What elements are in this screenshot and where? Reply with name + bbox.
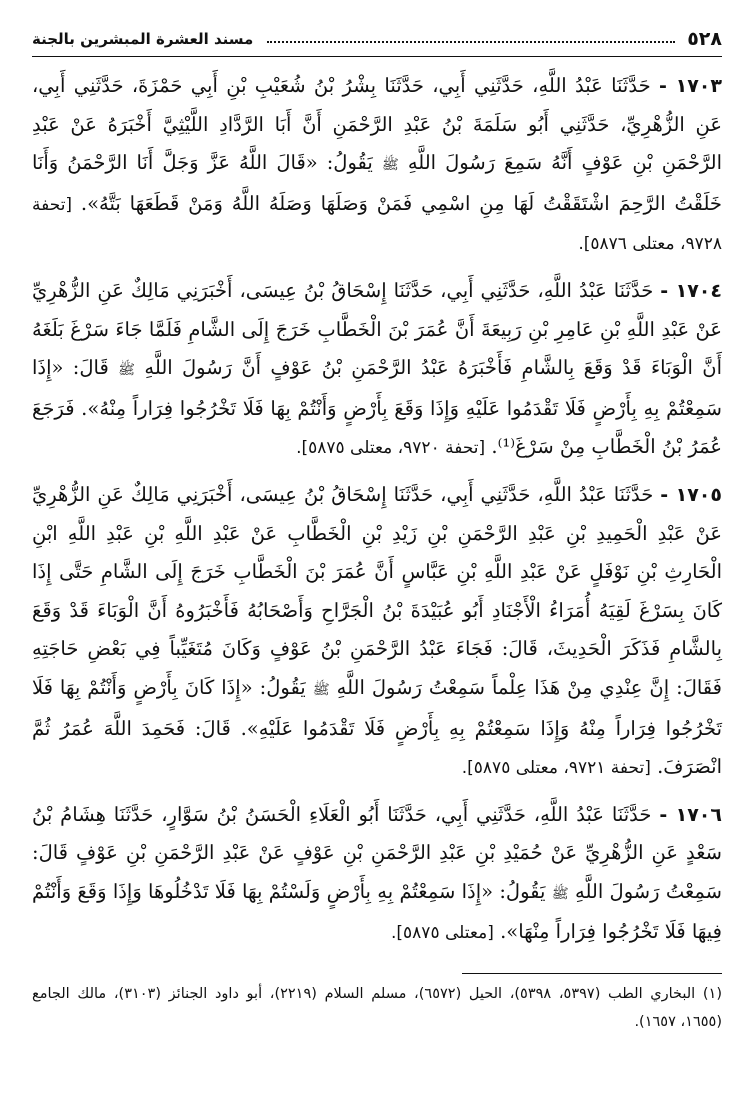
- hadith-text-continued: يَقُولُ: «إِذَا سَمِعْتُمْ بِهِ بِأَرْضٍ وَلَسْتُمْ بِهَا فَلَا تَدْخُلُوهَا وَإِذَا وَقَعَ وَأَنْتُمْ فِيهَا فَلَا تَخْرُجُوا فِرَاراً مِنْهَا».: [32, 879, 722, 944]
- hadith-number: ١٧٠٣ -: [658, 75, 722, 97]
- hadith-reference: [تحفة ٩٧٢١، معتلى ٥٨٧٥].: [461, 758, 651, 779]
- hadith-text: حَدَّثَنَا عَبْدُ اللَّهِ، حَدَّثَنِي أَبِي، حَدَّثَنَا بِشْرُ بْنُ شُعَيْبِ بْنِ أَبِي حَمْزَةَ، حَدَّثَنِي أَبِي، عَنِ الزُّهْرِيِّ، حَدَّثَنِي أَبُو سَلَمَةَ بْنُ عَبْدِ الرَّحْمَنِ أَنَّ أَبَا الرَّدَّادِ اللَّيْثِيَّ أَخْبَرَهُ عَنْ عَبْدِ الرَّحْمَنِ بْنِ عَوْفٍ أَنَّهُ سَمِعَ رَسُولَ اللَّهِ: [32, 74, 723, 175]
- hadith-1703: [32, 67, 722, 264]
- salawat-symbol: ﷺ: [118, 362, 136, 379]
- hadith-text: حَدَّثَنَا عَبْدُ اللَّهِ، حَدَّثَنِي أَبِي، حَدَّثَنَا إِسْحَاقُ بْنُ عِيسَى، أَخْبَرَنِي مَالِكٌ عَنِ الزُّهْرِيِّ عَنْ عَبْدِ الْحَمِيدِ بْنِ عَبْدِ الرَّحْمَنِ بْنِ زَيْدِ بْنِ الْخَطَّابِ عَنْ عَبْدِ اللَّهِ بْنِ عَبْدِ اللَّهِ ابْنِ الْحَارِثِ بْنِ نَوْفَلٍ عَنْ عَبْدِ اللَّهِ بْنِ عَبَّاسٍ أَنَّ عُمَرَ بْنَ الْخَطَّابِ خَرَجَ إِلَى الشَّامِ حَتَّى إِذَا كَانَ بِسَرْغَ لَقِيَهُ أُمَرَاءُ الْأَجْنَادِ أَبُو عُبَيْدَةَ بْنُ الْجَرَّاحِ وَأَصْحَابُهُ فَأَخْبَرُوهُ أَنَّ الْوَبَاءَ قَدْ وَقَعَ بِالشَّامِ فَذَكَرَ الْحَدِيثَ، قَالَ: فَجَاءَ عَبْدُ الرَّحْمَنِ بْنُ عَوْفٍ وَكَانَ مُتَغَيِّباً فِي بَعْضِ حَاجَتِهِ فَقَالَ: إِنَّ عِنْدِي مِنْ هَذَا عِلْماً سَمِعْتُ رَسُولَ اللَّهِ: [32, 482, 722, 699]
- footnote-1: (١) البخاري الطب (٥٣٩٧، ٥٣٩٨)، الحيل (٦٥٧٢)، مسلم السلام (٢٢١٩)، أبو داود الجنائز (٣١٠٣)، مالك الجامع (١٦٥٥، ١٦٥٧).: [32, 986, 722, 1031]
- hadith-text-continued: يَقُولُ: «إِذَا كَانَ بِأَرْضٍ وَأَنْتُمْ بِهَا فَلَا تَخْرُجُوا فِرَاراً مِنْهُ وَإِذَا سَمِعْتُمْ بِهِ بِأَرْضٍ فَلَا تَقْدَمُوا عَلَيْهِ». قَالَ: فَحَمِدَ اللَّهَ عُمَرُ ثُمَّ انْصَرَفَ.: [32, 675, 722, 779]
- hadith-1706: [32, 796, 722, 953]
- hadith-text-continued: يَقُولُ: «قَالَ اللَّهُ عَزَّ وَجَلَّ أَنَا الرَّحْمَنُ وَأَنَا خَلَقْتُ الرَّحِمَ اشْتَقَقْتُ لَهَا مِنِ اسْمِي فَمَنْ وَصَلَهَا وَصَلَهُ اللَّهُ وَمَنْ قَطَعَهَا بَتَّهُ».: [32, 151, 722, 215]
- book-page: [32, 22, 722, 1092]
- hadith-number: ١٧٠٥ -: [660, 483, 722, 506]
- hadith-reference: [تحفة ٩٧٢٨، معتلى ٥٨٧٦].: [32, 194, 722, 255]
- hadith-text: حَدَّثَنَا عَبْدُ اللَّهِ، حَدَّثَنِي أَبِي، حَدَّثَنَا إِسْحَاقُ بْنُ عِيسَى، أَخْبَرَنِي مَالِكٌ عَنِ الزُّهْرِيِّ عَنْ عَبْدِ اللَّهِ بْنِ عَامِرِ بْنِ رَبِيعَةَ أَنَّ عُمَرَ بْنَ الْخَطَّابِ خَرَجَ إِلَى الشَّامِ فَلَمَّا جَاءَ سَرْغَ بَلَغَهُ أَنَّ الْوَبَاءَ قَدْ وَقَعَ بِالشَّامِ فَأَخْبَرَهُ عَبْدُ الرَّحْمَنِ بْنُ عَوْفٍ أَنَّ رَسُولَ اللَّهِ: [32, 278, 722, 380]
- hadith-text: حَدَّثَنَا عَبْدُ اللَّهِ، حَدَّثَنِي أَبِي، حَدَّثَنَا أَبُو الْعَلَاءِ الْحَسَنُ بْنُ سَوَّارٍ، حَدَّثَنَا هِشَامُ بْنُ سَعْدٍ عَنِ الزُّهْرِيِّ عَنْ حُمَيْدِ بْنِ عَبْدِ الرَّحْمَنِ بْنِ عَوْفٍ عَنْ عَبْدِ الرَّحْمَنِ بْنِ عَوْفٍ قَالَ: سَمِعْتُ رَسُولَ اللَّهِ: [32, 802, 723, 903]
- footnote-separator: [462, 973, 722, 974]
- salawat-symbol: ﷺ: [551, 885, 569, 902]
- hadith-text-continued: قَالَ: «إِذَا سَمِعْتُمْ بِهِ بِأَرْضٍ فَلَا تَقْدَمُوا عَلَيْهِ وَإِذَا وَقَعَ بِأَرْضٍ وَأَنْتُمْ بِهَا فَلَا تَخْرُجُوا فِرَاراً مِنْهُ». فَرَجَعَ عُمَرُ بْنُ الْخَطَّابِ مِنْ سَرْغَ⁽¹⁾.: [32, 356, 722, 459]
- hadith-1705: [32, 476, 722, 788]
- running-title: مسند العشرة المبشرين بالجنة: [32, 30, 254, 48]
- hadith-1704: [32, 272, 722, 468]
- salawat-symbol: ﷺ: [381, 157, 399, 174]
- hadith-reference: [معتلى ٥٨٧٥].: [391, 923, 494, 944]
- hadith-reference: [تحفة ٩٧٢٠، معتلى ٥٨٧٥].: [296, 438, 486, 459]
- hadith-number: ١٧٠٦ -: [659, 803, 722, 826]
- header-dot-leader: [267, 35, 675, 43]
- page-number: ٥٢٨: [687, 28, 722, 50]
- hadith-number: ١٧٠٤ -: [660, 279, 722, 302]
- running-header: [32, 22, 722, 57]
- salawat-symbol: ﷺ: [312, 681, 330, 698]
